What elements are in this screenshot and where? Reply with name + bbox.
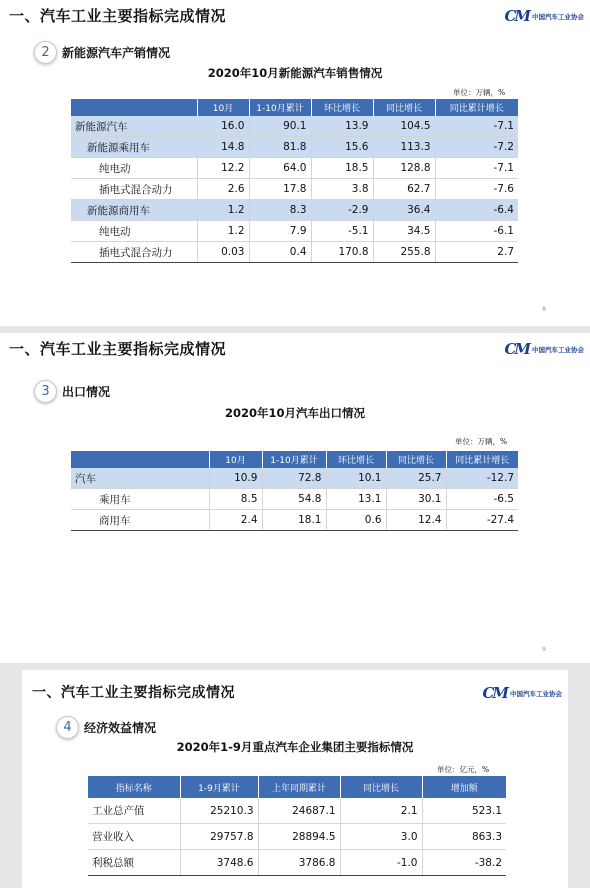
table-cell: 62.7 <box>373 179 435 200</box>
slide-economic-benefits <box>22 670 568 888</box>
table-cell: -6.1 <box>435 221 518 242</box>
page-number: 8 <box>542 306 546 313</box>
row-label: 新能源乘用车 <box>71 137 197 158</box>
table-row <box>71 179 518 200</box>
table-cell: 72.8 <box>262 468 326 489</box>
table-cell: 15.6 <box>311 137 373 158</box>
table-cell: -2.9 <box>311 200 373 221</box>
table-header-row <box>71 451 518 468</box>
table-row <box>88 850 506 876</box>
table-row <box>71 116 518 137</box>
page-number: 9 <box>542 646 546 653</box>
row-label: 新能源汽车 <box>71 116 197 137</box>
section-number-badge: 2 <box>34 41 57 64</box>
table-cell: 10.1 <box>326 468 386 489</box>
row-label: 乘用车 <box>71 489 209 510</box>
column-header: 增加额 <box>422 776 506 798</box>
table-row <box>71 242 518 263</box>
table-cell: 24687.1 <box>258 798 340 824</box>
table-cell: 3786.8 <box>258 850 340 876</box>
caam-logo <box>504 340 584 358</box>
slide-new-energy <box>0 0 590 326</box>
table-title: 2020年1-9月重点汽车企业集团主要指标情况 <box>176 740 414 754</box>
table-cell: 90.1 <box>249 116 311 137</box>
table-cell: 12.2 <box>197 158 249 179</box>
table-cell: 863.3 <box>422 824 506 850</box>
unit-label: 单位：万辆，% <box>455 437 508 446</box>
table-header-row <box>71 99 518 116</box>
new-energy-sales-table <box>71 99 518 263</box>
table-row <box>71 137 518 158</box>
table-cell: -6.5 <box>446 489 518 510</box>
logo-mark-icon: CM <box>482 684 507 702</box>
table-title: 2020年10月汽车出口情况 <box>224 406 365 420</box>
table-cell: 7.9 <box>249 221 311 242</box>
slide-header-title: 一、汽车工业主要指标完成情况 <box>32 685 235 701</box>
table-cell: -12.7 <box>446 468 518 489</box>
economic-indicators-table <box>88 776 506 876</box>
column-header: 1-10月累计 <box>249 99 311 116</box>
table-header-row <box>88 776 506 798</box>
column-header: 上年同期累计 <box>258 776 340 798</box>
table-cell: 2.1 <box>340 798 422 824</box>
column-header: 同比累计增长 <box>435 99 518 116</box>
column-header: 同比累计增长 <box>446 451 518 468</box>
column-header: 1-9月累计 <box>180 776 258 798</box>
row-label: 插电式混合动力 <box>71 179 197 200</box>
row-label: 纯电动 <box>71 158 197 179</box>
section-title: 经济效益情况 <box>84 721 157 735</box>
table-cell: 13.9 <box>311 116 373 137</box>
column-header: 10月 <box>209 451 262 468</box>
table-cell: -7.2 <box>435 137 518 158</box>
table-cell: -38.2 <box>422 850 506 876</box>
table-row <box>71 200 518 221</box>
row-label: 营业收入 <box>88 824 180 850</box>
section-title: 新能源汽车产销情况 <box>62 46 171 60</box>
export-table <box>71 451 518 531</box>
table-cell: 14.8 <box>197 137 249 158</box>
table-cell: 64.0 <box>249 158 311 179</box>
column-header: 同比增长 <box>373 99 435 116</box>
table-row <box>88 824 506 850</box>
table-cell: 3748.6 <box>180 850 258 876</box>
table-cell: 8.3 <box>249 200 311 221</box>
column-header: 同比增长 <box>386 451 446 468</box>
table-cell: 34.5 <box>373 221 435 242</box>
row-label: 工业总产值 <box>88 798 180 824</box>
logo-mark-icon: CM <box>504 7 529 25</box>
table-cell: -1.0 <box>340 850 422 876</box>
logo-mark-icon: CM <box>504 340 529 358</box>
table-cell: -6.4 <box>435 200 518 221</box>
slide-header-title: 一、汽车工业主要指标完成情况 <box>9 7 227 25</box>
row-label: 商用车 <box>71 510 209 531</box>
table-cell: 1.2 <box>197 200 249 221</box>
column-header <box>71 99 197 116</box>
column-header: 环比增长 <box>326 451 386 468</box>
section-number-badge: 3 <box>34 380 57 403</box>
table-cell: 16.0 <box>197 116 249 137</box>
table-cell: -7.1 <box>435 116 518 137</box>
table-cell: 1.2 <box>197 221 249 242</box>
table-cell: 0.03 <box>197 242 249 263</box>
table-title: 2020年10月新能源汽车销售情况 <box>207 66 383 80</box>
table-row <box>71 158 518 179</box>
table-cell: 54.8 <box>262 489 326 510</box>
table-cell: 0.6 <box>326 510 386 531</box>
row-label: 利税总额 <box>88 850 180 876</box>
caam-logo <box>482 684 562 702</box>
row-label: 汽车 <box>71 468 209 489</box>
table-cell: 3.0 <box>340 824 422 850</box>
table-cell: 128.8 <box>373 158 435 179</box>
slide-header-title: 一、汽车工业主要指标完成情况 <box>9 340 227 358</box>
column-header: 10月 <box>197 99 249 116</box>
table-cell: -7.6 <box>435 179 518 200</box>
logo-text: 中国汽车工业协会 <box>510 689 562 698</box>
table-row <box>88 798 506 824</box>
column-header: 指标名称 <box>88 776 180 798</box>
table-cell: 25.7 <box>386 468 446 489</box>
table-cell: 25210.3 <box>180 798 258 824</box>
table-cell: 8.5 <box>209 489 262 510</box>
section-number-badge: 4 <box>56 716 79 739</box>
table-cell: 18.5 <box>311 158 373 179</box>
unit-label: 单位：亿元，% <box>437 765 490 774</box>
unit-label: 单位：万辆，% <box>453 88 506 97</box>
table-cell: 0.4 <box>249 242 311 263</box>
table-cell: 18.1 <box>262 510 326 531</box>
table-cell: 81.8 <box>249 137 311 158</box>
table-cell: 170.8 <box>311 242 373 263</box>
table-cell: 255.8 <box>373 242 435 263</box>
table-row <box>71 221 518 242</box>
column-header: 1-10月累计 <box>262 451 326 468</box>
table-cell: 29757.8 <box>180 824 258 850</box>
table-cell: -5.1 <box>311 221 373 242</box>
row-label: 插电式混合动力 <box>71 242 197 263</box>
table-cell: 36.4 <box>373 200 435 221</box>
logo-text: 中国汽车工业协会 <box>532 345 584 354</box>
table-row <box>71 468 518 489</box>
column-header <box>71 451 209 468</box>
table-cell: 3.8 <box>311 179 373 200</box>
table-cell: 2.4 <box>209 510 262 531</box>
section-title: 出口情况 <box>62 385 111 399</box>
table-cell: 523.1 <box>422 798 506 824</box>
table-cell: 2.6 <box>197 179 249 200</box>
slide-export <box>0 333 590 663</box>
table-cell: 2.7 <box>435 242 518 263</box>
table-cell: 30.1 <box>386 489 446 510</box>
table-row <box>71 510 518 531</box>
table-cell: 12.4 <box>386 510 446 531</box>
row-label: 新能源商用车 <box>71 200 197 221</box>
table-cell: 28894.5 <box>258 824 340 850</box>
table-cell: 13.1 <box>326 489 386 510</box>
caam-logo <box>504 7 584 25</box>
table-cell: -7.1 <box>435 158 518 179</box>
logo-text: 中国汽车工业协会 <box>532 12 584 21</box>
table-cell: -27.4 <box>446 510 518 531</box>
table-cell: 10.9 <box>209 468 262 489</box>
table-cell: 104.5 <box>373 116 435 137</box>
table-row <box>71 489 518 510</box>
column-header: 同比增长 <box>340 776 422 798</box>
table-cell: 113.3 <box>373 137 435 158</box>
row-label: 纯电动 <box>71 221 197 242</box>
column-header: 环比增长 <box>311 99 373 116</box>
table-cell: 17.8 <box>249 179 311 200</box>
